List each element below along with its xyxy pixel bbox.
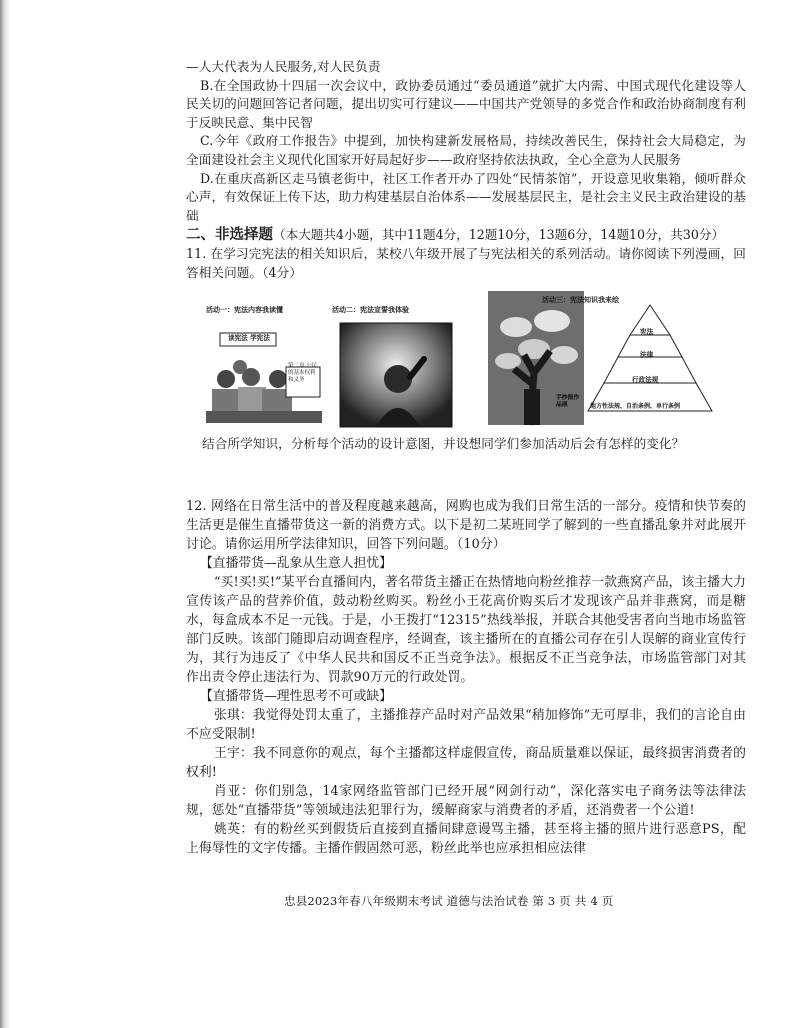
option-c: C.今年《政府工作报告》中提到，加快构建新发展格局，持续改善民生，保持社会大局稳定，为全面建设社会主义现代化国家开好局起好步——政府坚持依法执政，全心全意为人民服务 [186, 133, 746, 167]
paragraph-4: 肖亚：你们别急，14家网络监管部门已经开展“网剑行动”，深化落实电子商务法等法律法规，惩处“直播带货”等领域违法犯罪行为，缓解商家与消费者的矛盾，还消费者一个公道! [186, 784, 746, 819]
paragraph-2: 张琪：我觉得处罚太重了，主播推荐产品时对产品效果“稍加修饰”无可厚非，我们的言论自由不应受限制! [186, 708, 746, 743]
question-11-caption: 结合所学知识，分析每个活动的设计意图，并设想同学们参加活动后会有怎样的变化？ [202, 435, 685, 451]
pyramid-level-4: 地方性法规、自治条例、单行条例 [590, 402, 681, 410]
paragraph-3: 王宇：我不同意你的观点，每个主播都这样虚假宣传，商品质量难以保证，最终损害消费者的权利! [186, 746, 746, 781]
comic-panel-1 [206, 301, 322, 427]
comic-strip [186, 289, 746, 431]
panel-2-title: 活动二：宪法宣誓我体验 [332, 305, 409, 314]
question-11: 11. 在学习完宪法的相关知识后，某校八年级开展了与宪法相关的系列活动。请你阅读下列漫画，回答相关问题。（4分） [186, 246, 746, 280]
paragraph-5: 姚英：有的粉丝买到假货后直接到直播间肆意谩骂主播，甚至将主播的照片进行恶意PS，配上侮辱性的文字传播。主播作假固然可恶，粉丝此举也应承担相应法律 [186, 822, 746, 857]
section-heading [186, 225, 746, 245]
paragraph-1: “买!买!买!”某平台直播间内，著名带货主播正在热情地向粉丝推荐一款燕窝产品，该主播大力宣传该产品的营养价值，鼓动粉丝购买。粉丝小王花高价购买后才发现该产品并非燕窝，而是糖水，每盒成本不足一元钱。于是，小王拨打“12315”热线举报，并联合其他受害者向当地市场监管部门反映。该部门随即启动调查程序，经调查，该主播所在的直播公司存在引人误解的商业宣传行为，其行为违反了《中华人民共和国反不正当竞争法》。根据反不正当竞争法，市场监管部门对其作出责令停止违法行为、罚款90万元的行政处罚。 [186, 575, 746, 686]
pyramid-level-1: 宪法 [640, 327, 654, 336]
page-content [186, 58, 746, 858]
option-d: D.在重庆高新区走马镇老街中，社区工作者开办了四处“民情茶馆”，开设意见收集箱，倾听群众心声，有效保证上传下达，助力构建基层自治体系——发展基层民主，是社会主义民主政治建设的基础 [186, 170, 746, 223]
question-12-block [186, 497, 746, 858]
page-footer: 忠县2023年春八年级期末考试 道德与法治试卷 第 3 页 共 4 页 [284, 894, 614, 908]
panel-3-title: 活动三：宪法知识我来绘 [542, 295, 619, 304]
panel-2-illustration [332, 319, 462, 431]
panel-1-title: 活动一：宪法内容我读懂 [206, 305, 283, 314]
comic-panel-2 [332, 301, 462, 427]
option-b: B.在全国政协十四届一次会议中，政协委员通过“委员通道”就扩大内需、中国式现代化建设等人民关切的问题回答记者问题，提出切实可行建议——中国共产党领导的多党合作和政治协商制度有利于反映民意、集中民智 [186, 77, 746, 130]
comic-panel-3-pyramid [542, 291, 742, 427]
section-title: 二、非选择题 [186, 227, 273, 244]
panel-1-banner: 读宪法 学宪法 [228, 333, 270, 342]
scan-edge-shadow [0, 0, 10, 1028]
option-a-tail: —人大代表为人民服务,对人民负责 [186, 59, 381, 74]
section-note: （本大题共4小题，其中11题4分，12题10分，13题6分，14题10分，共30分） [273, 227, 725, 243]
tree-label: 手抄报作品展 [556, 394, 580, 408]
panel-1-bubble: 第二章 公民的基本权利和义务 [288, 362, 318, 383]
subheading-2: 【直播带货—理性思考不可或缺】 [200, 689, 392, 705]
question-12: 12. 网络在日常生活中的普及程度越来越高，网购也成为我们日常生活的一部分。疫情和快节奏的生活更是催生直播带货这一新的消费方式。以下是初二某班同学了解到的一些直播乱象并对此展开讨论。请你运用所学法律知识，回答下列问题。（10分） [186, 499, 746, 553]
pyramid-level-3: 行政法规 [632, 375, 659, 384]
answer-space [186, 453, 746, 497]
subheading-1: 【直播带货—乱象从生意人担忧】 [200, 556, 392, 572]
pyramid-level-2: 法律 [640, 350, 654, 359]
